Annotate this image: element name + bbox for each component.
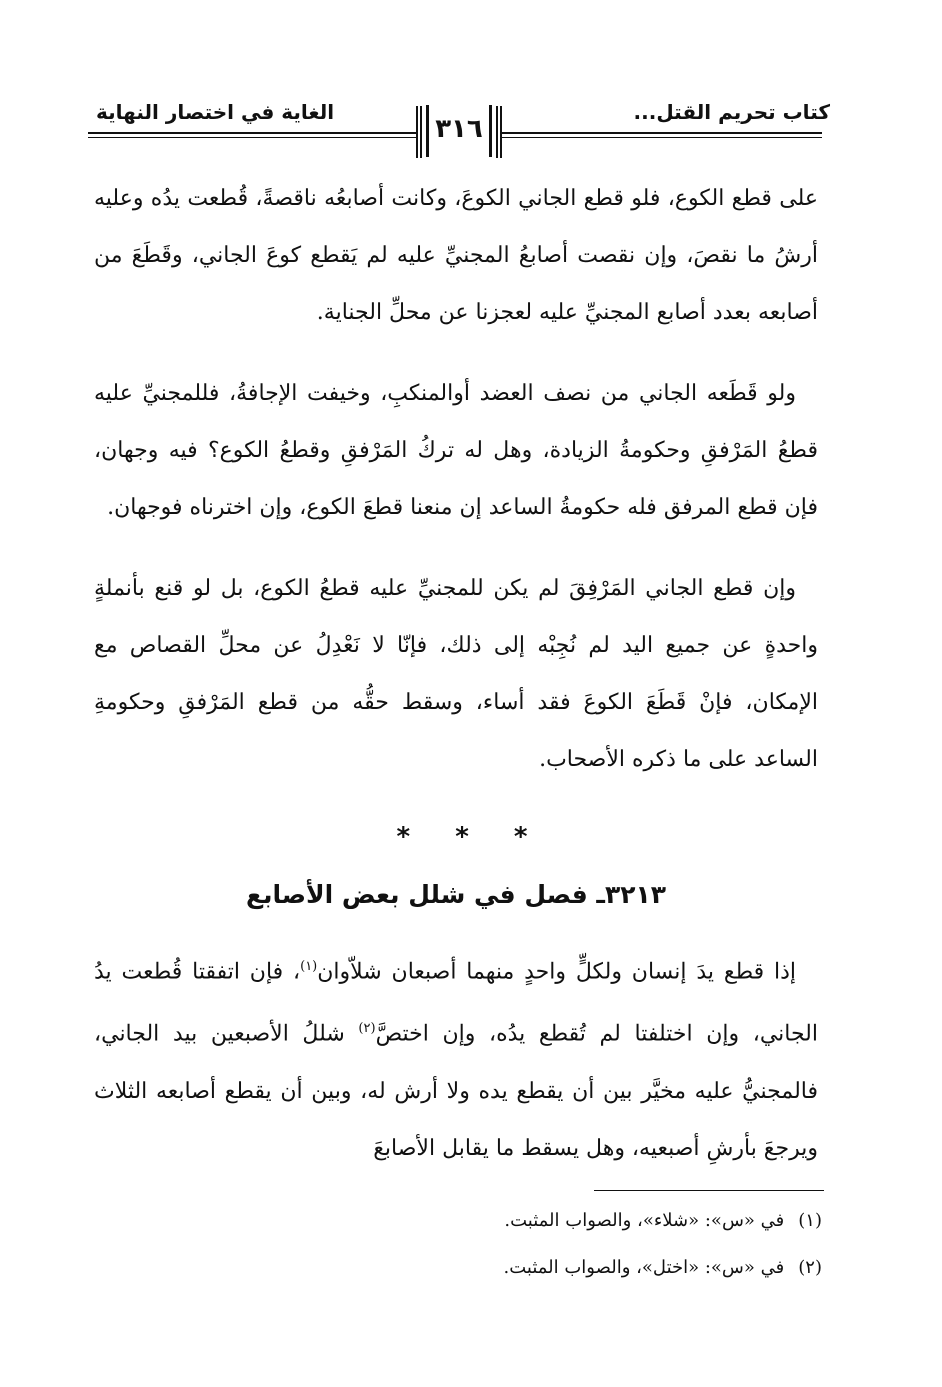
paragraph-1: على قطع الكوع، فلو قطع الجاني الكوعَ، وكانت أصابعُه ناقصةً، قُطعت يدُه وعليه أرشُ ما نقصَ، وإن نقصت أصابعُ المجنيِّ عليه لم يَقطع كوعَ الجاني، وقَطَعَ من أصابعه بعدد أصابع المجنيِّ عليه لعجزنا عن محلِّ الجناية. (94, 186, 818, 325)
paragraph-3: وإن قطع الجاني المَرْفِقَ لم يكن للمجنيِّ عليه قطعُ الكوع، بل لو قنع بأنملةٍ واحدةٍ عن جميع اليد لم نُجِبْه إلى ذلك، فإنّا لا نَعْدِلُ عن محلِّ القصاص مع الإمكان، فإنْ قَطَعَ الكوعَ فقد أساء، وسقط حقُّه من قطع المَرْفقِ وحكومةِ الساعد على ما ذكره الأصحاب. (94, 576, 818, 772)
section-heading: ٣٢١٣ـ فصل في شلل بعض الأصابع (246, 880, 666, 909)
footnote-rule (594, 1190, 824, 1191)
paragraph-4-part-1: إذا قطع يدَ إنسان ولكلٍّ واحدٍ منهما أصبعان شلاّوان (317, 959, 796, 985)
running-header-chapter: كتاب تحريم القتل... (633, 100, 830, 124)
footnote-ref-2: (٢) (358, 1021, 376, 1037)
main-text (94, 170, 818, 812)
running-header-book-title: الغاية في اختصار النهاية (96, 100, 335, 124)
paragraph-4 (94, 938, 818, 1177)
footnote-1-number: (١) (798, 1210, 822, 1231)
footnote-2-number: (٢) (798, 1257, 822, 1278)
footnote-1 (504, 1210, 822, 1231)
footnote-2-text: في «س»: «اختل»، والصواب المثبت. (503, 1257, 785, 1278)
page-number: ٣١٦ (435, 114, 483, 144)
paragraph-4-part-3: شللُ الأصبعين بيد الجاني، فالمجنيُّ عليه مخيَّر بين أن يقطع يده ولا أرش له، وبين أن يقطع أصابعه الثلاث ويرجعَ بأرشِ أصبعيه، وهل يسقط ما يقابل الأصابعَ (94, 1021, 818, 1161)
footnote-1-text: في «س»: «شلاء»، والصواب المثبت. (504, 1210, 785, 1231)
section-separator: * * * (396, 822, 546, 852)
footnote-2 (503, 1257, 822, 1278)
section-text (94, 938, 818, 1201)
paragraph-2: ولو قَطَعه الجاني من نصف العضد أوالمنكبِ، وخيفت الإجافةُ، فللمجنيِّ عليه قطعُ المَرْفقِ وحكومةُ الزيادة، وهل له تركُ المَرْفقِ وقطعُ الكوع؟ فيه وجهان، فإن قطع المرفق فله حكومةُ الساعد إن منعنا قطعَ الكوع، وإن اخترناه فوجهان. (94, 381, 818, 520)
paragraph-4-part-2: ، فإن اتفقتا قُطعت يدُ الجاني، وإن اختلفتا لم تُقطع يدُه، وإن اختصَّ (94, 959, 819, 1047)
page-number-frame (416, 106, 502, 158)
footnote-ref-1: (١) (300, 959, 318, 974)
